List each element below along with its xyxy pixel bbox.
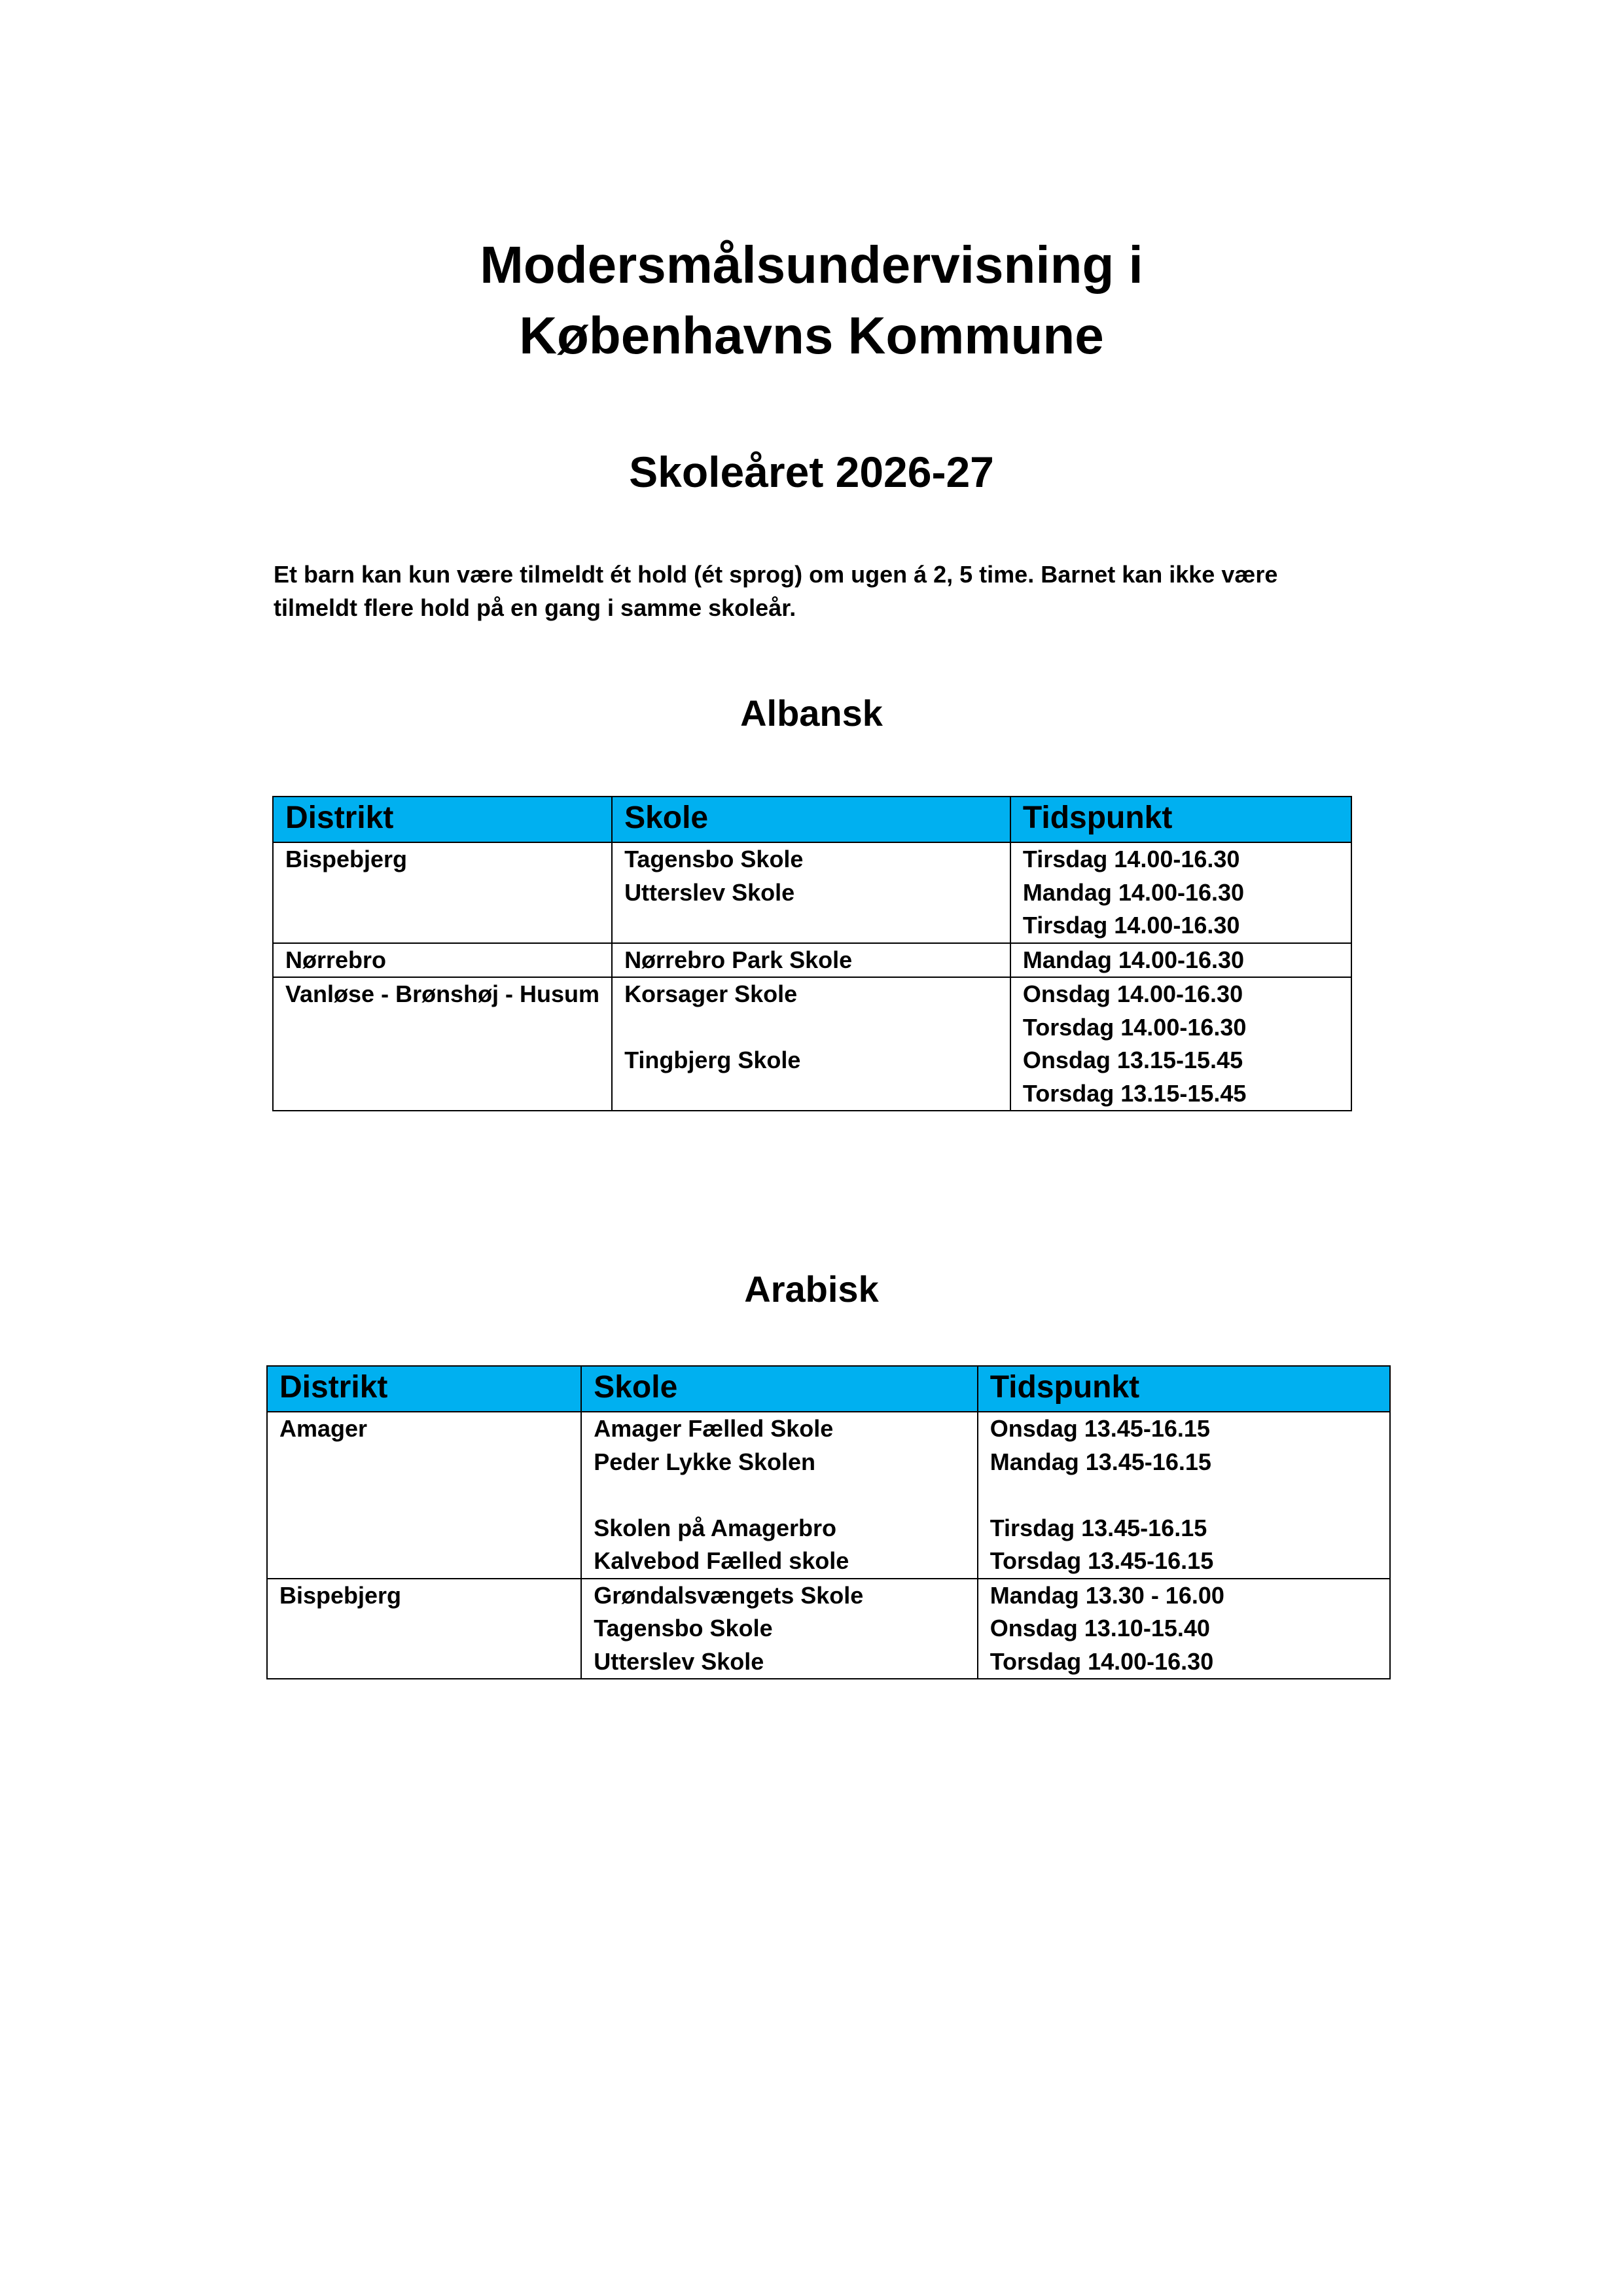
time-cell	[1010, 842, 1351, 943]
school-name: Skolen på Amagerbro	[594, 1514, 836, 1541]
column-header-tidspunkt: Tidspunkt	[1010, 797, 1351, 842]
district-cell	[273, 842, 612, 943]
schedule-table-arabisk	[266, 1365, 1391, 1679]
school-cell	[612, 977, 1010, 1111]
time-slot: Tirsdag 14.00-16.30	[1022, 846, 1240, 872]
school-year-subtitle: Skoleåret 2026-27	[629, 448, 994, 496]
district-name: Bispebjerg	[279, 1581, 402, 1609]
intro-paragraph	[274, 558, 1386, 624]
school-cell	[581, 1579, 978, 1679]
table-row	[273, 842, 1351, 943]
school-name: Kalvebod Fælled skole	[594, 1547, 849, 1574]
time-cell	[1010, 977, 1351, 1111]
table-header-row	[273, 797, 1351, 842]
school-name: Utterslev Skole	[624, 878, 795, 906]
intro-line-2: tilmeldt flere hold på en gang i samme skoleår.	[274, 594, 796, 621]
district-name: Amager	[279, 1415, 368, 1442]
time-slot: Onsdag 14.00-16.30	[1022, 980, 1243, 1007]
section-heading-arabisk: Arabisk	[744, 1268, 879, 1310]
time-cell	[978, 1412, 1390, 1579]
intro-line-1: Et barn kan kun være tilmeldt ét hold (ét sprog) om ugen á 2, 5 time. Barnet kan ikke være	[274, 561, 1278, 588]
time-slot: Torsdag 13.45-16.15	[990, 1547, 1214, 1574]
column-header-distrikt: Distrikt	[273, 797, 612, 842]
school-name: Peder Lykke Skolen	[594, 1448, 816, 1475]
time-slot: Mandag 14.00-16.30	[1022, 878, 1245, 906]
table-row	[273, 977, 1351, 1111]
district-cell	[267, 1579, 581, 1679]
time-slot: Onsdag 13.10-15.40	[990, 1615, 1210, 1641]
time-slot: Mandag 13.45-16.15	[990, 1448, 1211, 1475]
school-name-empty	[594, 1479, 965, 1512]
document-title-line-1: Modersmålsundervisning i	[480, 236, 1143, 294]
time-cell	[978, 1579, 1390, 1679]
time-slot: Onsdag 13.45-16.15	[990, 1415, 1210, 1442]
time-cell	[1010, 943, 1351, 978]
school-name-empty	[624, 1011, 998, 1045]
time-slot: Tirsdag 14.00-16.30	[1022, 912, 1240, 939]
section-heading-albansk: Albansk	[740, 692, 883, 734]
time-slot: Onsdag 13.15-15.45	[1022, 1047, 1243, 1073]
time-slot: Torsdag 14.00-16.30	[990, 1647, 1214, 1675]
school-name: Amager Fælled Skole	[594, 1415, 834, 1442]
time-slot: Tirsdag 13.45-16.15	[990, 1514, 1207, 1541]
school-name: Utterslev Skole	[594, 1647, 764, 1675]
table-header-row	[267, 1366, 1390, 1412]
school-name: Nørrebro Park Skole	[624, 946, 853, 973]
school-cell	[612, 943, 1010, 978]
school-name: Tagensbo Skole	[594, 1615, 773, 1641]
time-slot-empty	[990, 1479, 1378, 1512]
time-slot: Torsdag 14.00-16.30	[1022, 1013, 1247, 1041]
school-name-empty	[624, 1077, 998, 1111]
column-header-tidspunkt: Tidspunkt	[978, 1366, 1390, 1412]
district-name: Vanløse - Brønshøj - Husum	[285, 980, 600, 1007]
district-cell	[273, 943, 612, 978]
school-name: Tingbjerg Skole	[624, 1047, 801, 1073]
schedule-table-albansk	[272, 796, 1352, 1111]
district-cell	[273, 977, 612, 1111]
district-cell	[267, 1412, 581, 1579]
time-slot: Torsdag 13.15-15.45	[1022, 1079, 1247, 1107]
district-name: Bispebjerg	[285, 846, 408, 872]
district-name: Nørrebro	[285, 946, 387, 973]
time-slot: Mandag 14.00-16.30	[1022, 946, 1245, 973]
table-row	[273, 943, 1351, 978]
school-name: Grøndalsvængets Skole	[594, 1581, 864, 1609]
school-name-empty	[624, 909, 998, 942]
column-header-distrikt: Distrikt	[267, 1366, 581, 1412]
column-header-skole: Skole	[581, 1366, 978, 1412]
time-slot: Mandag 13.30 - 16.00	[990, 1581, 1224, 1609]
school-cell	[612, 842, 1010, 943]
school-name: Tagensbo Skole	[624, 846, 804, 872]
table-row	[267, 1579, 1390, 1679]
table-row	[267, 1412, 1390, 1579]
school-cell	[581, 1412, 978, 1579]
column-header-skole: Skole	[612, 797, 1010, 842]
document-title-line-2: Københavns Kommune	[519, 306, 1104, 365]
school-name: Korsager Skole	[624, 980, 798, 1007]
